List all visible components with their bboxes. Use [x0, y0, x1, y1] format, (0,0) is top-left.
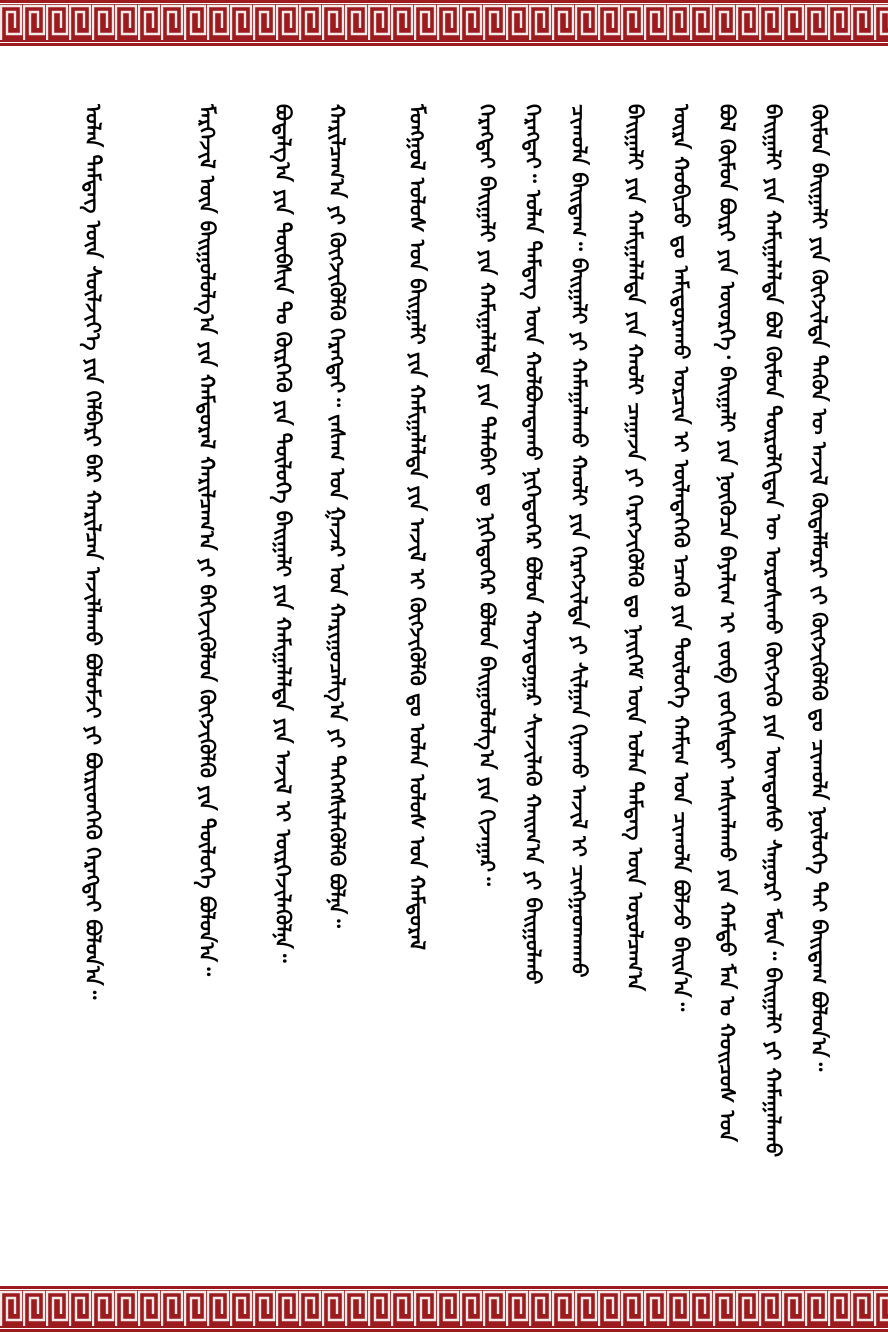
bottom-decorative-border	[0, 1286, 888, 1332]
text-column-11: ᠪᠣᠳᠠᠯᠭ᠎ᠠ ᠶᠢᠨ ᠲᠥᠪᠰᠢᠨ ᠲᠤ ᠬᠦᠷᠭᠡᠬᠦ ᠶᠢᠨ ᠲᠥᠯᠦᠭᠡ ᠪᠠᠢᠭᠠᠯᠢ ᠶᠢᠨ ᠬᠠᠮᠢᠭᠠᠯᠠᠯᠲᠠ ᠶᠢᠨ ᠠᠵᠢᠯ ᠢ ᠦᠷᠭᠡᠵᠢᠯᠡᠭᠦᠯᠨᠡ᠃	[271, 104, 295, 963]
text-column-8: ᠬᠡᠷᠡᠭᠲᠡᠢ ᠪᠠᠢᠭᠠᠯᠢ ᠶᠢᠨ ᠬᠠᠮᠢᠭᠠᠯᠠᠯᠲᠠ ᠶᠢᠨ ᠲᠠᠯᠠᠪᠠᠢ ᠳᠤ ᠨᠢᠭᠡᠳᠦᠭᠡᠷ ᠪᠣᠯᠤᠨ ᠪᠠᠢᠭᠤᠯᠤᠯᠭ᠎ᠠ ᠶᠢᠨ ᠬᠢᠵᠠᠭᠠᠷ᠃	[475, 104, 499, 886]
text-column-10: ᠬᠠᠷᠢᠯᠴᠠᠭ᠎ᠠ ᠶᠢ ᠬᠥᠭᠵᠢᠭᠦᠯᠬᠦ ᠬᠡᠷᠡᠭᠲᠡᠢ᠃ ᠵᠠᠰᠠᠭ ᠤᠨ ᠭᠠᠵᠠᠷ ᠤᠨ ᠬᠠᠷᠢᠭᠤᠴᠠᠯᠭ᠎ᠠ ᠶᠢ ᠳᠡᠭᠡᠭᠰᠢᠯᠡᠭᠦᠯᠬᠦ ᠪᠣᠯᠨᠠ᠃	[325, 104, 349, 928]
text-column-13: ᠣᠯᠠᠨ ᠲᠡᠮᠳᠡᠭ ᠦᠨ ᠰᠦᠯᠵᠢᠶ᠎ᠡ ᠶᠢᠨ ᠬᠡᠯᠪᠡᠷᠢ ᠪᠡᠷ ᠬᠠᠷᠢᠯᠴᠠᠨ ᠠᠵᠢᠯᠯᠠᠬᠤ ᠪᠣᠯᠤᠮᠵᠢ ᠶᠢ ᠪᠦᠷᠢᠳᠬᠡᠬᠦ ᠬᠡᠷᠡᠭᠲᠡᠢ ᠪᠣᠯᠤᠨ᠎ᠠ᠃	[81, 104, 105, 1000]
text-column-9: ᠮᠣᠩᠭᠣᠯ ᠤᠯᠤᠰ ᠤᠨ ᠪᠠᠢᠭᠠᠯᠢ ᠶᠢᠨ ᠬᠠᠮᠢᠭᠠᠯᠠᠯᠲᠠ ᠶᠢᠨ ᠠᠵᠢᠯ ᠢ ᠬᠥᠭᠵᠢᠭᠦᠯᠬᠦ ᠳᠤ ᠣᠯᠠᠨ ᠤᠯᠤᠰ ᠤᠨ ᠬᠠᠮᠲᠤᠷᠠᠯ	[405, 104, 429, 951]
top-decorative-border	[0, 0, 888, 46]
document-page	[0, 46, 888, 1286]
text-column-3: ᠪᠣᠯ ᠬᠦᠮᠦᠨ ᠪᠦᠷᠢ ᠶᠢᠨ ᠦᠦᠷᠭᠡ᠂ ᠪᠠᠢᠭᠠᠯᠢ ᠶᠢᠨ ᠨᠥᠭᠥᠴᠡ ᠪᠠᠶᠠᠯᠢᠭ ᠢ ᠵᠥᠪ ᠵᠣᠬᠢᠰᠲᠠᠢ ᠠᠰᠢᠭᠯᠠᠬᠤ ᠶᠢᠨ ᠬᠠᠮᠲᠤ ᠮᠠᠨ ᠤ ᠬᠣᠢᠴᠣᠰ ᠤᠨ	[715, 104, 739, 1142]
text-column-7: ᠬᠡᠷᠡᠭᠲᠡᠢ᠃ ᠣᠯᠠᠨ ᠲᠡᠮᠳᠡᠭ ᠦᠨ ᠬᠣᠯᠪᠣᠭᠳᠠᠬᠤ ᠨᠢᠭᠡᠳᠦᠭᠡᠷ ᠪᠣᠯᠤᠨ ᠬᠣᠶᠠᠳᠤᠭᠠᠷ ᠰᠢᠨᠵᠢᠯᠡᠬᠦ ᠬᠠᠢᠭ᠎ᠠ ᠶᠢ ᠪᠠᠢᠭᠤᠯᠬᠤ	[521, 104, 545, 985]
text-column-1: ᠬᠦᠮᠦᠨ ᠪᠠᠢᠭᠠᠯᠢ ᠶᠢᠨ ᠬᠥᠭᠵᠢᠯᠲᠡ ᠲᠡᠭᠦᠨ ᠦ ᠠᠵᠢᠯ ᠬᠥᠳᠡᠯᠮᠦᠷᠢ ᠵᠢ ᠬᠥᠭᠵᠢᠭᠦᠯᠬᠦ ᠳᠤ ᠴᠢᠬᠤᠯᠠ ᠨᠥᠯᠦᠭᠡ ᠲᠡᠢ ᠪᠠᠢᠳᠠᠭ ᠪᠣᠯᠤᠨ᠎ᠠ᠃	[807, 104, 831, 1072]
text-column-4: ᠦᠷᠡ ᠬᠤᠪᠢᠴᠤ ᠳᠤ ᠠᠮᠢᠳᠤᠷᠠᠬᠤ ᠣᠷᠴᠢᠨ ᠢ ᠦᠯᠡᠳᠡᠭᠡᠬᠦ ᠡᠴᠡᠬᠦ ᠶᠢᠨ ᠲᠥᠯᠦᠭᠡ ᠬᠠᠮᠢᠭ ᠤᠨ ᠴᠢᠬᠤᠯᠠ ᠪᠣᠯᠵᠤ ᠪᠠᠢᠨ᠎ᠠ᠃	[669, 104, 693, 1012]
text-column-2: ᠪᠠᠢᠭᠠᠯᠢ ᠶᠢᠨ ᠬᠠᠮᠢᠭᠠᠯᠠᠯᠲᠠ ᠪᠣᠯ ᠬᠦᠮᠦᠨ ᠲᠥᠷᠦᠯᠬᠢᠲᠡᠨ ᠦ ᠣᠷᠣᠰᠢᠬᠤ ᠬᠥᠭᠵᠢᠬᠦ ᠶᠢᠨ ᠦᠨᠳᠦᠰᠦ ᠰᠠᠭᠤᠷᠢ ᠮᠥᠨ᠃ ᠪᠠᠢᠭᠠᠯᠢ ᠶᠢ ᠬᠠᠮᠠᠭᠠᠯᠠᠬᠤ	[761, 104, 785, 1158]
text-column-5: ᠪᠠᠢᠭᠠᠯᠢ ᠶᠢᠨ ᠬᠠᠮᠢᠭᠠᠯᠠᠯᠲᠠ ᠶᠢᠨ ᠬᠠᠤᠯᠢ ᠴᠠᠭᠠᠵᠠ ᠶᠢ ᠬᠡᠷᠡᠭᠵᠢᠭᠦᠯᠬᠦ ᠳᠤ ᠨᠡᠢᠭᠡᠮ ᠦᠨ ᠣᠯᠠᠨ ᠲᠡᠮᠳᠡᠭ ᠦᠨ ᠣᠷᠣᠯᠴᠠᠭ᠎ᠠ	[623, 104, 647, 991]
text-column-12: ᠮᠡᠷᠭᠡᠵᠢᠯ ᠦᠨ ᠪᠠᠢᠭᠤᠯᠤᠯᠭ᠎ᠠ ᠶᠢᠨ ᠬᠠᠮᠲᠤᠷᠠᠯ ᠬᠠᠷᠢᠯᠴᠠᠭ᠎ᠠ ᠶᠢ ᠪᠡᠬᠢᠵᠢᠭᠦᠯᠦᠨ ᠬᠥᠭᠵᠢᠭᠦᠯᠬᠦ ᠶᠢᠨ ᠲᠥᠯᠦᠭᠡ ᠪᠣᠯᠤᠨ᠎ᠠ᠃	[195, 104, 219, 976]
text-column-6: ᠴᠢᠬᠤᠯᠠ ᠪᠠᠢᠳᠠᠭ᠃ ᠪᠠᠢᠭᠠᠯᠢ ᠶᠢ ᠬᠠᠮᠠᠭᠠᠯᠠᠬᠤ ᠬᠠᠤᠯᠢ ᠶᠢᠨ ᠬᠡᠷᠡᠭᠵᠢᠯᠲᠡ ᠶᠢ ᠰᠢᠯᠭᠠᠨ ᠬᠢᠨᠠᠬᠤ ᠠᠵᠢᠯ ᠢ ᠴᠢᠩᠭᠠᠳᠬᠠᠬᠤ	[567, 104, 591, 978]
